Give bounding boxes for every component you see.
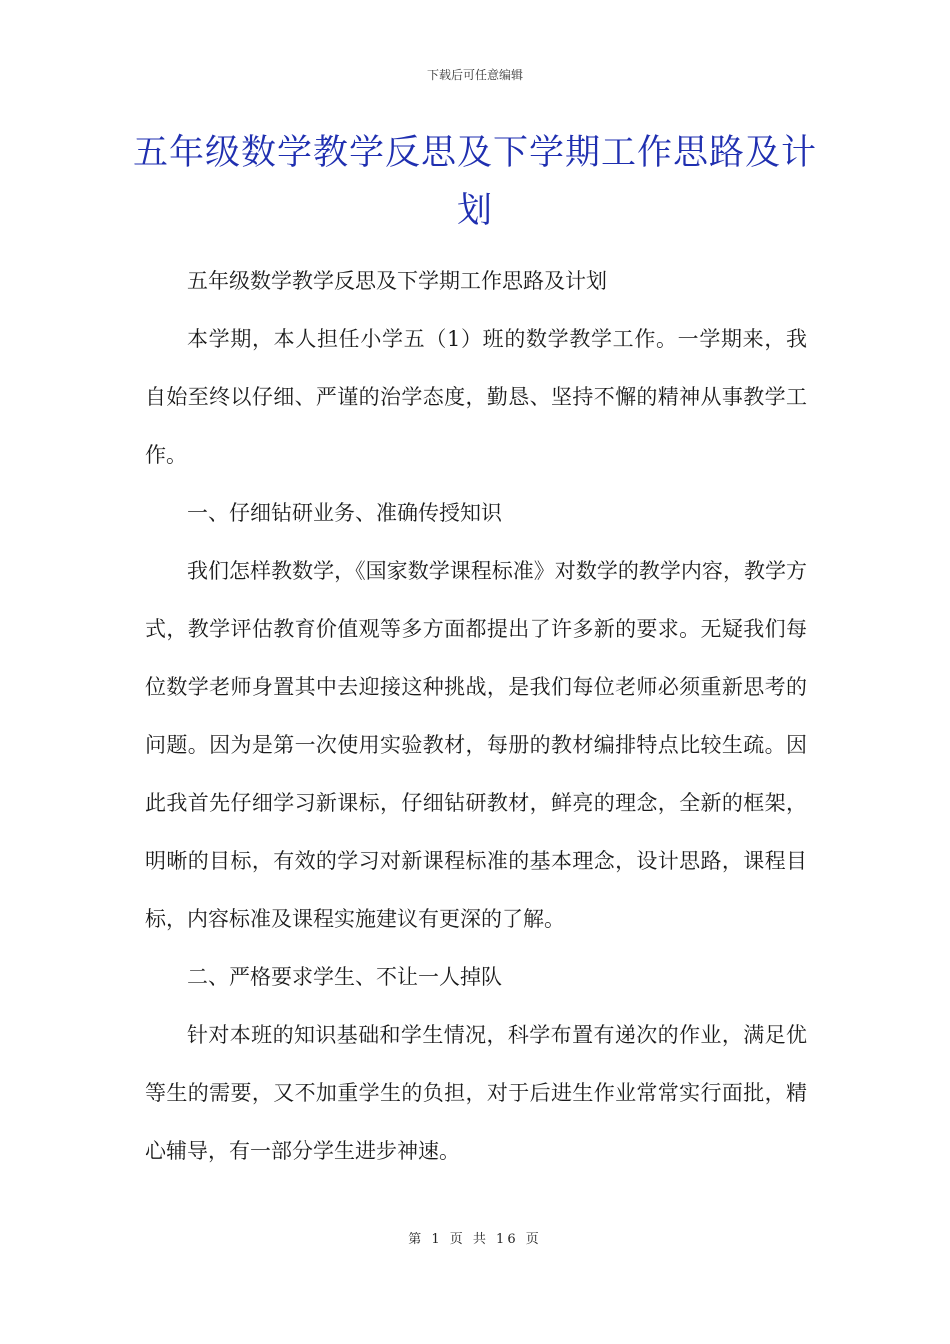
section-heading-1: 一、仔细钻研业务、准确传授知识 <box>187 501 502 525</box>
header-note: 下载后可任意编辑 <box>426 68 523 82</box>
intro-paragraph: 本学期，本人担任小学五（1）班的数学教学工作。一学期来，我自始至终以仔细、严谨的治学态度，勤恳、坚持不懈的精神从事教学工作。 <box>145 327 807 467</box>
body-paragraph-2: 针对本班的知识基础和学生情况，科学布置有递次的作业，满足优等生的需要，又不加重学生的负担，对于后进生作业常常实行面批，精心辅导，有一部分学生进步神速。 <box>145 1023 807 1163</box>
page-footer: 第 1 页 共 16 页 <box>408 1232 542 1247</box>
document-body <box>145 252 807 1180</box>
subtitle-paragraph: 五年级数学教学反思及下学期工作思路及计划 <box>187 269 607 293</box>
body-paragraph-1: 我们怎样教数学，《国家数学课程标准》对数学的教学内容，教学方式，教学评估教育价值观等多方面都提出了许多新的要求。无疑我们每位数学老师身置其中去迎接这种挑战，是我们每位老师必须重新思考的问题。因为是第一次使用实验教材，每册的教材编排特点比较生疏。因此我首先仔细学习新课标，仔细钻研教材，鲜亮的理念，全新的框架，明晰的目标，有效的学习对新课程标准的基本理念，设计思路，课程目标，内容标准及课程实施建议有更深的了解。 <box>145 559 807 931</box>
document-title: 五年级数学教学反思及下学期工作思路及计划 <box>132 133 817 231</box>
section-heading-2: 二、严格要求学生、不让一人掉队 <box>187 965 502 989</box>
